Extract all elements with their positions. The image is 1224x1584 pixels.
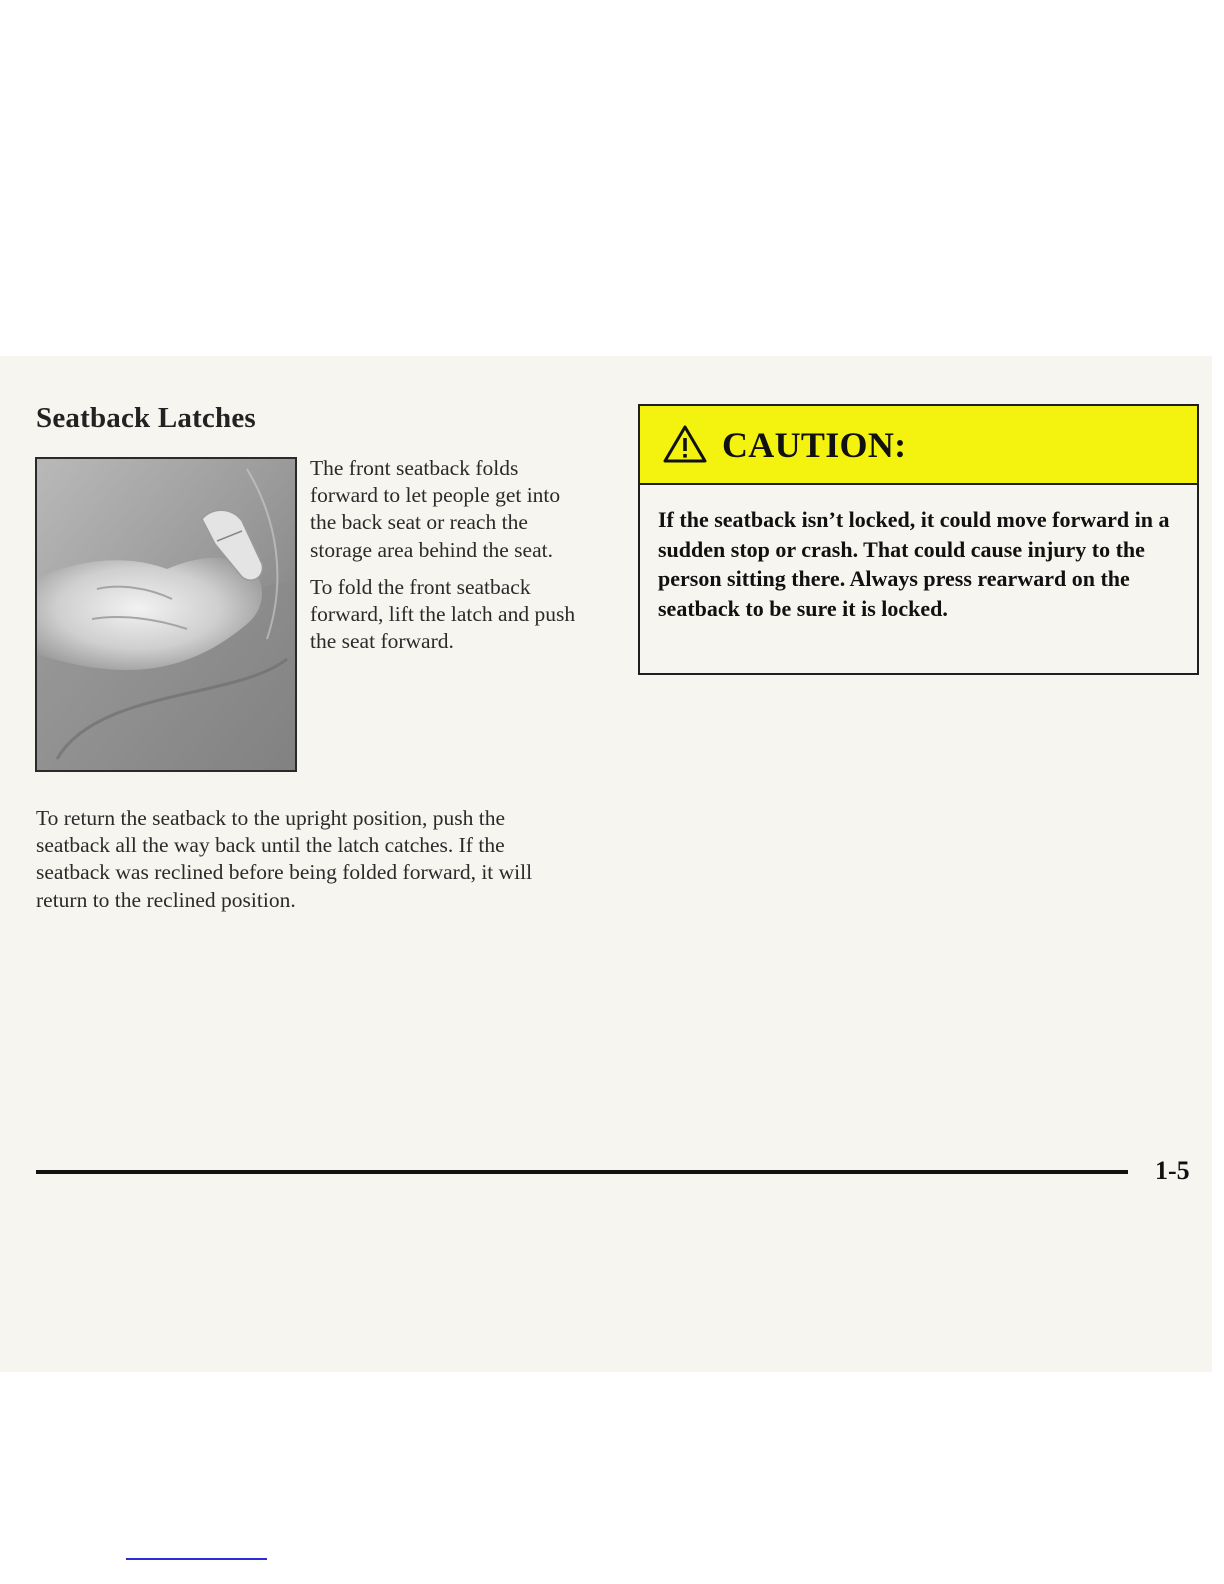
side-text-column <box>310 455 580 665</box>
caution-title: CAUTION: <box>722 424 907 465</box>
seat-latch-photo <box>35 457 297 772</box>
caution-box <box>638 404 1199 675</box>
paragraph-return-seatback: To return the seatback to the upright position, push the seatback all the way back until the latch catches. If the seatback was reclined before being folded forward, it will return to the reclined position. <box>36 806 533 912</box>
footer-rule <box>36 1170 1128 1174</box>
section-title: Seatback Latches <box>36 402 256 434</box>
caution-header <box>640 406 1197 485</box>
hand-lifting-latch-icon <box>37 459 295 770</box>
paragraph-fold-purpose: The front seatback folds forward to let people get into the back seat or reach the storage area behind the seat. <box>310 456 561 562</box>
bottom-link-underline <box>126 1558 267 1560</box>
paragraph-fold-instructions: To fold the front seatback forward, lift the latch and push the seat forward. <box>310 574 576 654</box>
page-number: 1-5 <box>1155 1156 1190 1185</box>
caution-text: If the seatback isn’t locked, it could move forward in a sudden stop or crash. That could cause injury to the person sitting there. Always press rearward on the seatback to be sure it is locked. <box>658 507 1170 621</box>
warning-triangle-icon <box>662 424 708 464</box>
